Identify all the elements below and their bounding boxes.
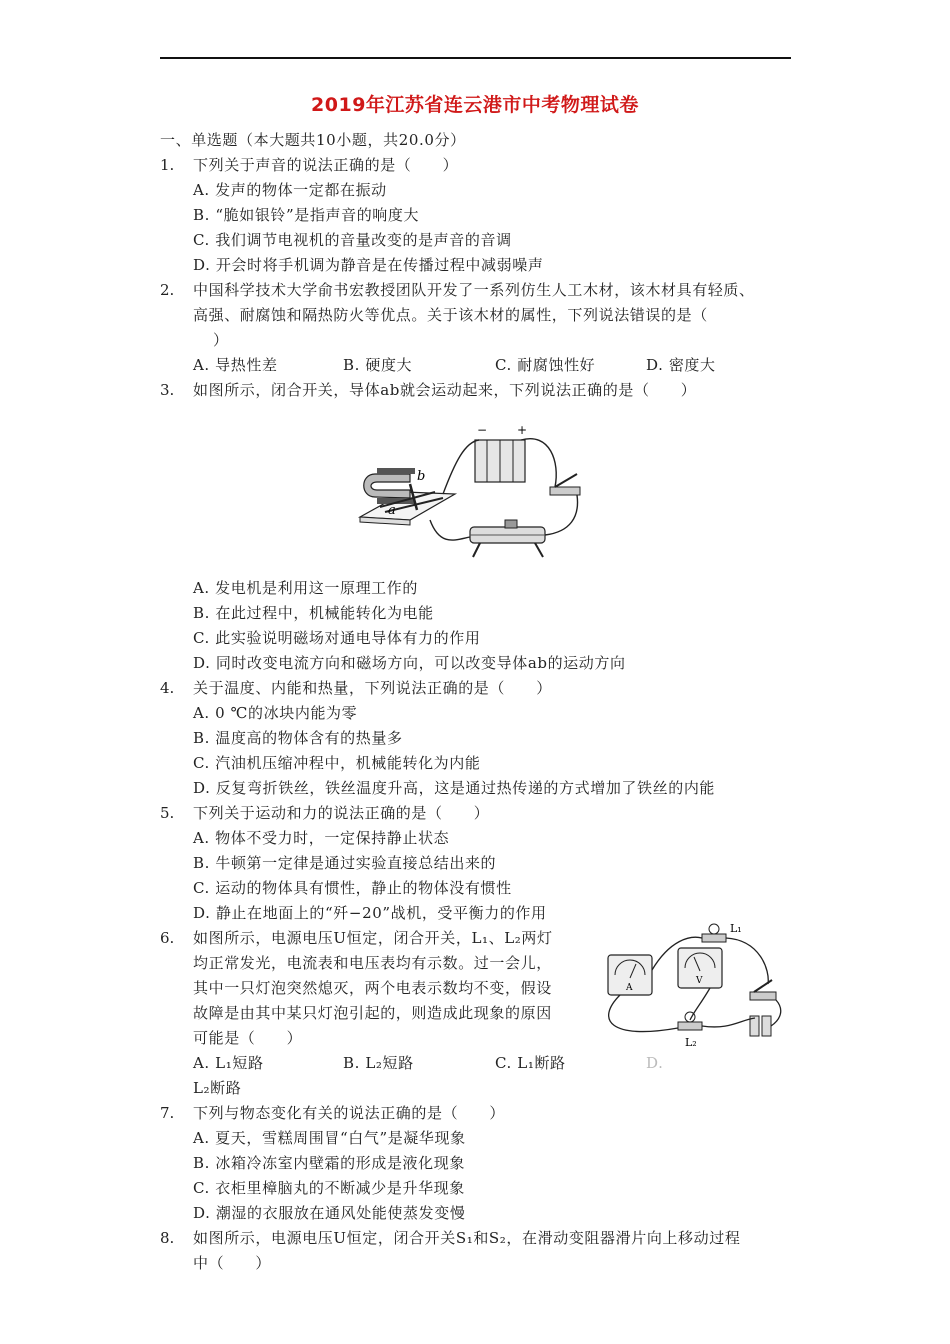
option-d: D. 静止在地面上的“歼−20”战机，受平衡力的作用	[193, 904, 547, 922]
option-d-marker: D.	[646, 1054, 664, 1072]
question-stem: 下列关于运动和力的说法正确的是（ ）	[193, 804, 490, 822]
option-c: C. 运动的物体具有惯性，静止的物体没有惯性	[193, 879, 512, 897]
header-rule	[160, 57, 791, 59]
option-a: A. 夏天，雪糕周围冒“白气”是凝华现象	[193, 1129, 466, 1147]
option-b: B. L₂短路	[343, 1054, 414, 1072]
option-b: B. 温度高的物体含有的热量多	[193, 729, 403, 747]
lamp-l2-label: L₂	[685, 1036, 697, 1049]
option-d: D. 潮湿的衣服放在通风处能使蒸发变慢	[193, 1204, 466, 1222]
question-number: 4.	[160, 679, 175, 697]
lamp-l1-label: L₁	[730, 922, 742, 935]
option-a: A. L₁短路	[193, 1054, 264, 1072]
question-number: 5.	[160, 804, 175, 822]
question-stem: ）	[213, 331, 229, 349]
option-b: B. 冰箱冷冻室内壁霜的形成是液化现象	[193, 1154, 465, 1172]
option-a: A. 导热性差	[193, 356, 278, 374]
option-d: D. 密度大	[646, 356, 716, 374]
option-b: B. 牛顿第一定律是通过实验直接总结出来的	[193, 854, 497, 872]
question-number: 2.	[160, 281, 175, 299]
option-c: C. 此实验说明磁场对通电导体有力的作用	[193, 629, 481, 647]
question-stem: 均正常发光，电流表和电压表均有示数。过一会儿，	[193, 954, 552, 972]
option-d: D. 同时改变电流方向和磁场方向，可以改变导体ab的运动方向	[193, 654, 626, 672]
label-b: b	[417, 469, 426, 484]
option-c: C. 耐腐蚀性好	[495, 356, 596, 374]
question-stem: 下列关于声音的说法正确的是（ ）	[193, 156, 459, 174]
battery-minus: −	[477, 423, 488, 437]
ammeter-label: A	[626, 983, 633, 993]
option-c: C. 我们调节电视机的音量改变的是声音的音调	[193, 231, 512, 249]
battery-plus: +	[517, 423, 528, 437]
question-stem: 中（ ）	[193, 1254, 272, 1272]
option-c: C. L₁断路	[495, 1054, 566, 1072]
page-title: 2019年江苏省连云港市中考物理试卷	[311, 94, 639, 116]
question-stem: 如图所示，闭合开关，导体ab就会运动起来，下列说法正确的是（ ）	[193, 381, 697, 399]
question-stem: 如图所示，电源电压U恒定，闭合开关，L₁、L₂两灯	[193, 929, 553, 947]
option-d: D. 开会时将手机调为静音是在传播过程中减弱噪声	[193, 256, 544, 274]
option-a: A. 发电机是利用这一原理工作的	[193, 579, 418, 597]
question-stem: 下列与物态变化有关的说法正确的是（ ）	[193, 1104, 506, 1122]
voltmeter-label: V	[696, 976, 703, 986]
section-heading: 一、单选题（本大题共10小题，共20.0分）	[160, 131, 466, 149]
question-stem: 故障是由其中某只灯泡引起的，则造成此现象的原因	[193, 1004, 552, 1022]
label-a: a	[388, 503, 396, 518]
option-b: B. “脆如银铃”是指声音的响度大	[193, 206, 420, 224]
question-stem: 如图所示，电源电压U恒定，闭合开关S₁和S₂，在滑动变阻器滑片向上移动过程	[193, 1229, 741, 1247]
question-number: 1.	[160, 156, 175, 174]
option-c: C. 汽油机压缩冲程中，机械能转化为内能	[193, 754, 481, 772]
question-number: 7.	[160, 1104, 175, 1122]
option-a: A. 0 ℃的冰块内能为零	[193, 704, 358, 722]
option-d: L₂断路	[193, 1079, 242, 1097]
lamp-circuit-figure	[590, 920, 790, 1062]
option-a: A. 物体不受力时，一定保持静止状态	[193, 829, 450, 847]
question-stem: 高强、耐腐蚀和隔热防火等优点。关于该木材的属性，下列说法错误的是（	[193, 306, 708, 324]
option-a: A. 发声的物体一定都在振动	[193, 181, 387, 199]
option-b: B. 硬度大	[343, 356, 413, 374]
question-number: 3.	[160, 381, 175, 399]
question-stem: 可能是（ ）	[193, 1029, 303, 1047]
question-number: 8.	[160, 1229, 175, 1247]
motor-experiment-figure	[355, 422, 590, 567]
question-stem: 中国科学技术大学俞书宏教授团队开发了一系列仿生人工木材，该木材具有轻质、	[193, 281, 755, 299]
question-stem: 其中一只灯泡突然熄灭，两个电表示数均不变，假设	[193, 979, 552, 997]
option-b: B. 在此过程中，机械能转化为电能	[193, 604, 434, 622]
question-stem: 关于温度、内能和热量，下列说法正确的是（ ）	[193, 679, 552, 697]
option-d: D. 反复弯折铁丝，铁丝温度升高，这是通过热传递的方式增加了铁丝的内能	[193, 779, 716, 797]
option-c: C. 衣柜里樟脑丸的不断减少是升华现象	[193, 1179, 465, 1197]
question-number: 6.	[160, 929, 175, 947]
